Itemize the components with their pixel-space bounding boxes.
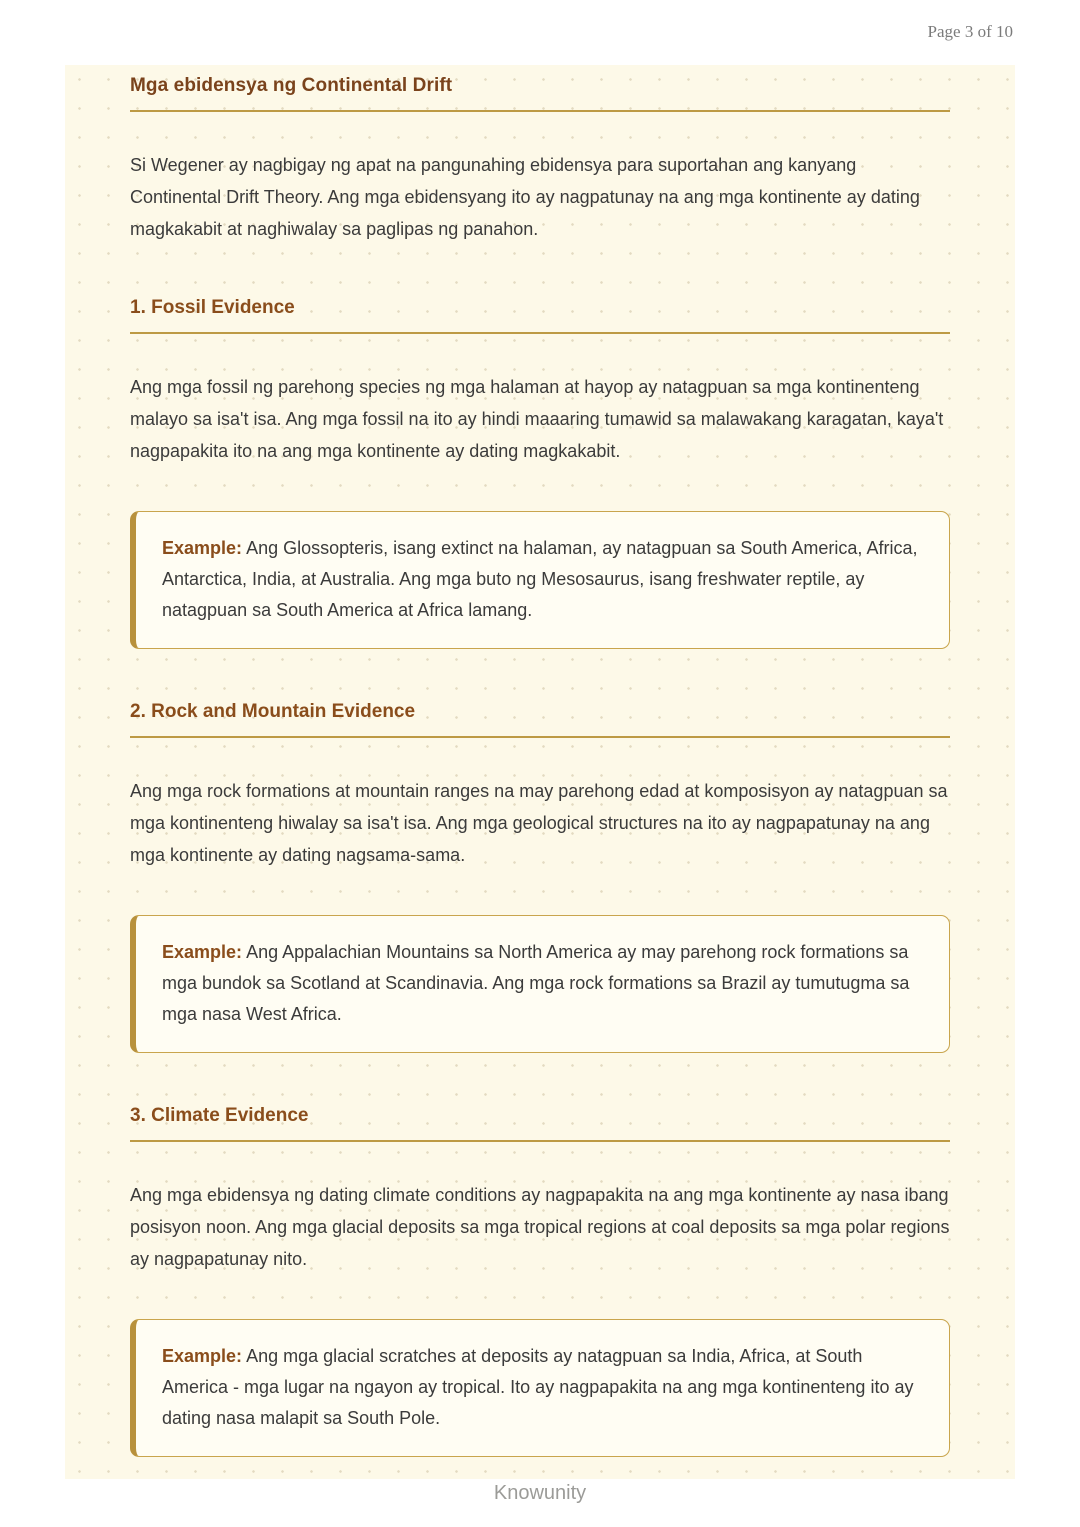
section-body-rock-mountain-evidence: Ang mga rock formations at mountain ranges na may parehong edad at komposisyon ay natagpuan sa mga kontinenteng hiwalay sa isa't isa. Ang mga geological structures na ito ay nagpapatunay na ang mga kontinente ay dating nagsama-sama. [130,781,948,865]
footer-brand: Knowunity [493,1482,587,1504]
heading-underline [130,1140,950,1142]
section-body-fossil-evidence: Ang mga fossil ng parehong species ng mga halaman at hayop ay natagpuan sa mga kontinenteng malayo sa isa't isa. Ang mga fossil na ito ay hindi maaaring tumawid sa malawakang karagatan, kaya't nagpapakita ito na ang mga kontinente ay dating magkakabit. [130,377,944,461]
title-underline [130,110,950,112]
section-body-climate-evidence: Ang mga ebidensya ng dating climate conditions ay nagpapakita na ang mga kontinente ay nasa ibang posisyon noon. Ang mga glacial deposits sa mga tropical regions at coal deposits sa mga polar regions ay nagpapatunay nito. [130,1185,950,1269]
example-label: Example: [162,1346,243,1366]
example-box-fossil [130,511,950,649]
example-text: Ang mga glacial scratches at deposits ay natagpuan sa India, Africa, at South America - mga lugar na ngayon ay tropical. Ito ay nagpapakita na ang mga kontinenteng ito ay dating nasa malapit sa South Pole. [162,1346,914,1428]
section-heading-climate-evidence: 3. Climate Evidence [130,1105,309,1126]
example-label: Example: [162,942,243,962]
example-box-rock-mountain [130,915,950,1053]
heading-underline [130,736,950,738]
example-box-climate [130,1319,950,1457]
section-heading-rock-mountain-evidence: 2. Rock and Mountain Evidence [130,701,416,722]
page-title: Mga ebidensya ng Continental Drift [130,75,453,96]
example-text: Ang Glossopteris, isang extinct na halaman, ay natagpuan sa South America, Africa, Antarctica, India, at Australia. Ang mga buto ng Mesosaurus, isang freshwater reptile, ay natagpuan sa South America at Africa lamang. [162,538,918,620]
page-indicator: Page 3 of 10 [927,22,1013,41]
section-heading-fossil-evidence: 1. Fossil Evidence [130,297,295,318]
example-label: Example: [162,538,243,558]
intro-paragraph: Si Wegener ay nagbigay ng apat na pangunahing ebidensya para suportahan ang kanyang Continental Drift Theory. Ang mga ebidensyang ito ay nagpatunay na ang mga kontinente ay dating magkakabit at naghiwalay sa paglipas ng panahon. [130,155,920,239]
heading-underline [130,332,950,334]
notes-card [65,65,1015,1479]
example-text: Ang Appalachian Mountains sa North America ay may parehong rock formations sa mga bundok sa Scotland at Scandinavia. Ang mga rock formations sa Brazil ay tumutugma sa mga nasa West Africa. [162,942,910,1024]
